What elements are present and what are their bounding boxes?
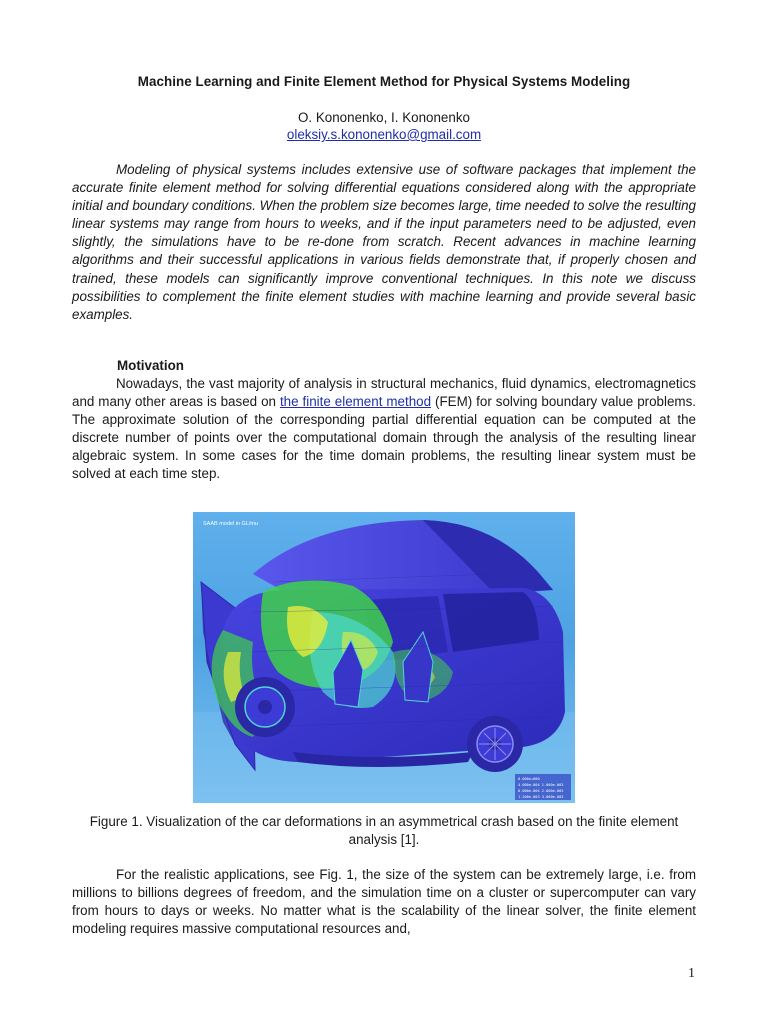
section-heading-motivation: Motivation [117, 358, 184, 373]
author-email [72, 127, 696, 142]
motivation-paragraph [72, 375, 696, 484]
car-crash-illustration [193, 512, 575, 803]
rear-wheel [467, 716, 523, 772]
abstract-paragraph: Modeling of physical systems includes extensive use of software packages that implement the accurate finite element method for solving differential equations considered along with the appropriate initial and boundary conditions. When the problem size becomes large, time needed to solve the resulting linear systems may range from hours to weeks, and if the input parameters need to be adjusted, even slightly, the simulations have to be re-done from scratch. Recent advances in machine learning algorithms and their successful applications in various fields demonstrate that, if properly chosen and trained, these models can significantly improve conventional techniques. In this note we discuss possibilities to complement the finite element studies with machine learning and provide several basic examples. [72, 162, 696, 322]
legend-line-2: 4.000e-004 1.000e-003 [518, 783, 564, 787]
figure-top-label: SAAB model in GL/mu [203, 521, 259, 527]
legend-line-3: 8.000e-004 2.000e-003 [518, 789, 564, 793]
figure-legend [515, 774, 571, 800]
author-names: O. Kononenko, I. Kononenko [298, 110, 470, 125]
fem-link[interactable]: the finite element method [279, 394, 432, 410]
paper-title: Machine Learning and Finite Element Method for Physical Systems Modeling [137, 74, 631, 89]
page-number: 1 [688, 966, 695, 981]
legend-line-1: 0.000e+000 [518, 777, 540, 781]
document-page [72, 0, 696, 1024]
figure-caption: Figure 1. Visualization of the car deformations in an asymmetrical crash based on the finite element analysis [1]. [89, 814, 679, 847]
paragraph-text-after-link: (FEM) for solving boundary value problems. The approximate solution of the corresponding partial differential equation can be computed at the discrete number of points over the computational domain through the analysis of the resulting linear algebraic system. In some cases for the time domain problems, the resulting linear system must be solved at each time step. [72, 394, 696, 482]
paragraph-text-before-link: Nowadays, the vast majority of analysis in structural mechanics, fluid dynamics, electromagnetics and many other areas is based on [72, 376, 696, 410]
email-link[interactable]: oleksiy.s.kononenko@gmail.com [286, 127, 482, 142]
body-paragraph-2: For the realistic applications, see Fig. 1, the size of the system can be extremely large, i.e. from millions to billions degrees of freedom, and the simulation time on a cluster or supercomputer can vary from hours to days or weeks. No matter what is the scalability of the linear solver, the finite element modeling requires massive computational resources and, [72, 867, 696, 937]
front-wheel [235, 677, 295, 737]
legend-line-4: 1.200e-003 3.000e-003 [518, 795, 564, 799]
figure-car-crash-fem [193, 512, 575, 803]
